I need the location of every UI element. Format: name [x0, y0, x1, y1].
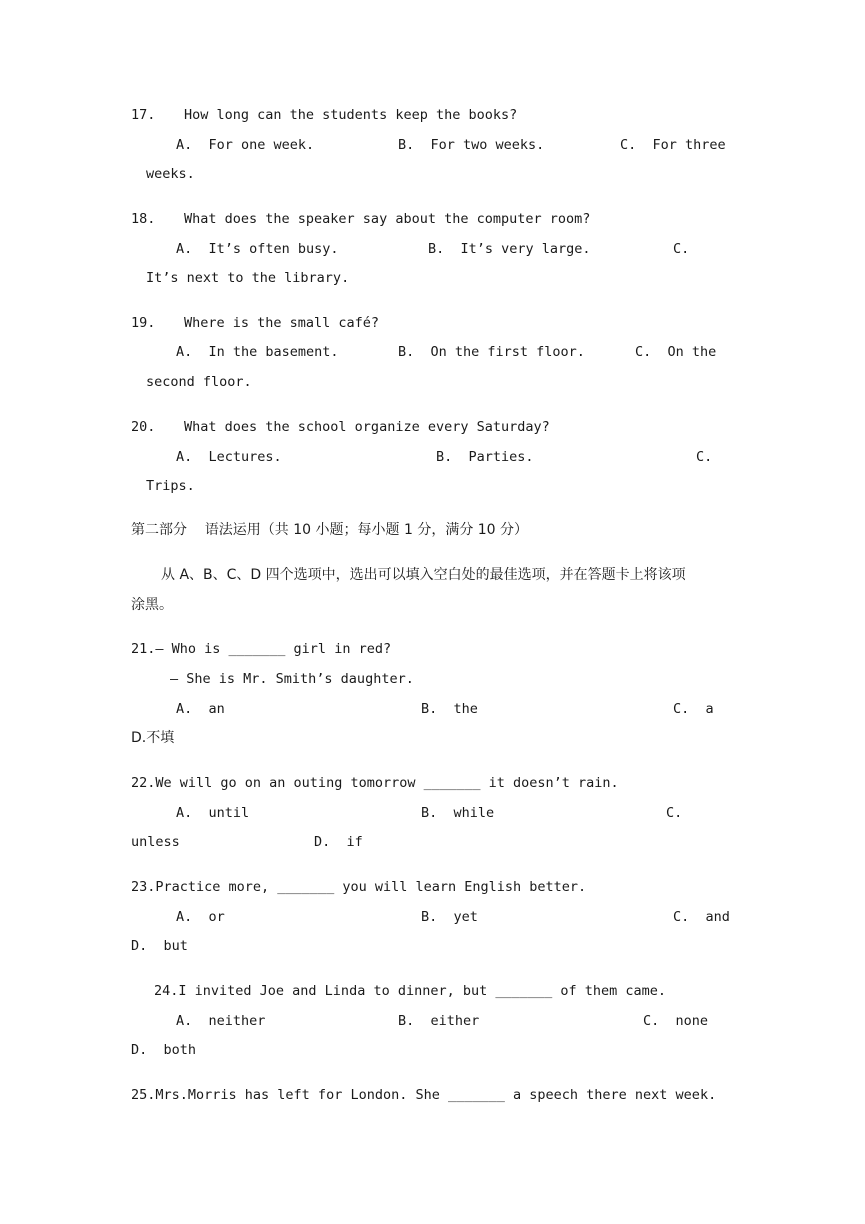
option-a: A. an: [176, 701, 225, 717]
section-instructions-wrap: 涂黑。: [131, 597, 173, 613]
option-a: A. It’s often busy.: [176, 241, 339, 257]
option-c-wrap: weeks.: [146, 166, 195, 182]
question-number: 18.: [131, 211, 156, 227]
question-stem: 25.Mrs.Morris has left for London. She _______ a speech there next week.: [131, 1087, 717, 1103]
option-c: C. For three: [620, 137, 726, 153]
question-stem: 22.We will go on an outing tomorrow _______ it doesn’t rain.: [131, 775, 619, 791]
option-c: C. none: [643, 1013, 709, 1029]
option-c: C.: [673, 241, 690, 257]
option-c: C. On the: [635, 344, 717, 360]
option-d: D.不填: [131, 730, 175, 746]
question-stem-reply: — She is Mr. Smith’s daughter.: [170, 671, 414, 687]
option-a: A. until: [176, 805, 250, 821]
option-c: C. a: [673, 701, 714, 717]
question-stem: 21.— Who is _______ girl in red?: [131, 641, 392, 657]
question-stem: Where is the small café?: [184, 315, 380, 331]
option-c-wrap: It’s next to the library.: [146, 270, 350, 286]
option-b: B. Parties.: [436, 449, 534, 465]
option-a: A. neither: [176, 1013, 266, 1029]
question-number: 20.: [131, 419, 156, 435]
option-a: A. Lectures.: [176, 449, 282, 465]
option-b: B. For two weeks.: [398, 137, 545, 153]
option-d: D. if: [314, 834, 363, 850]
option-c: C. and: [673, 909, 730, 925]
option-b: B. yet: [421, 909, 478, 925]
section-heading: 第二部分 语法运用（共 10 小题；每小题 1 分，满分 10 分）: [131, 522, 529, 538]
option-c-wrap: unless: [131, 834, 180, 850]
question-stem: How long can the students keep the books?: [184, 107, 518, 123]
question-stem: What does the school organize every Saturday?: [184, 419, 550, 435]
option-b: B. It’s very large.: [428, 241, 591, 257]
question-number: 19.: [131, 315, 156, 331]
question-stem: 23.Practice more, _______ you will learn English better.: [131, 879, 587, 895]
option-d: D. but: [131, 938, 188, 954]
option-a: A. For one week.: [176, 137, 315, 153]
option-a: A. or: [176, 909, 225, 925]
option-b: B. either: [398, 1013, 480, 1029]
option-c-wrap: second floor.: [146, 374, 252, 390]
option-c: C.: [666, 805, 683, 821]
question-stem: 24.I invited Joe and Linda to dinner, but _______ of them came.: [154, 983, 667, 999]
option-b: B. while: [421, 805, 495, 821]
option-a: A. In the basement.: [176, 344, 339, 360]
option-d: D. both: [131, 1042, 197, 1058]
option-b: B. On the first floor.: [398, 344, 585, 360]
option-c: C.: [696, 449, 713, 465]
question-number: 17.: [131, 107, 156, 123]
section-instructions: 从 A、B、C、D 四个选项中，选出可以填入空白处的最佳选项，并在答题卡上将该项: [161, 567, 686, 583]
option-c-wrap: Trips.: [146, 478, 195, 494]
option-b: B. the: [421, 701, 478, 717]
question-stem: What does the speaker say about the computer room?: [184, 211, 591, 227]
